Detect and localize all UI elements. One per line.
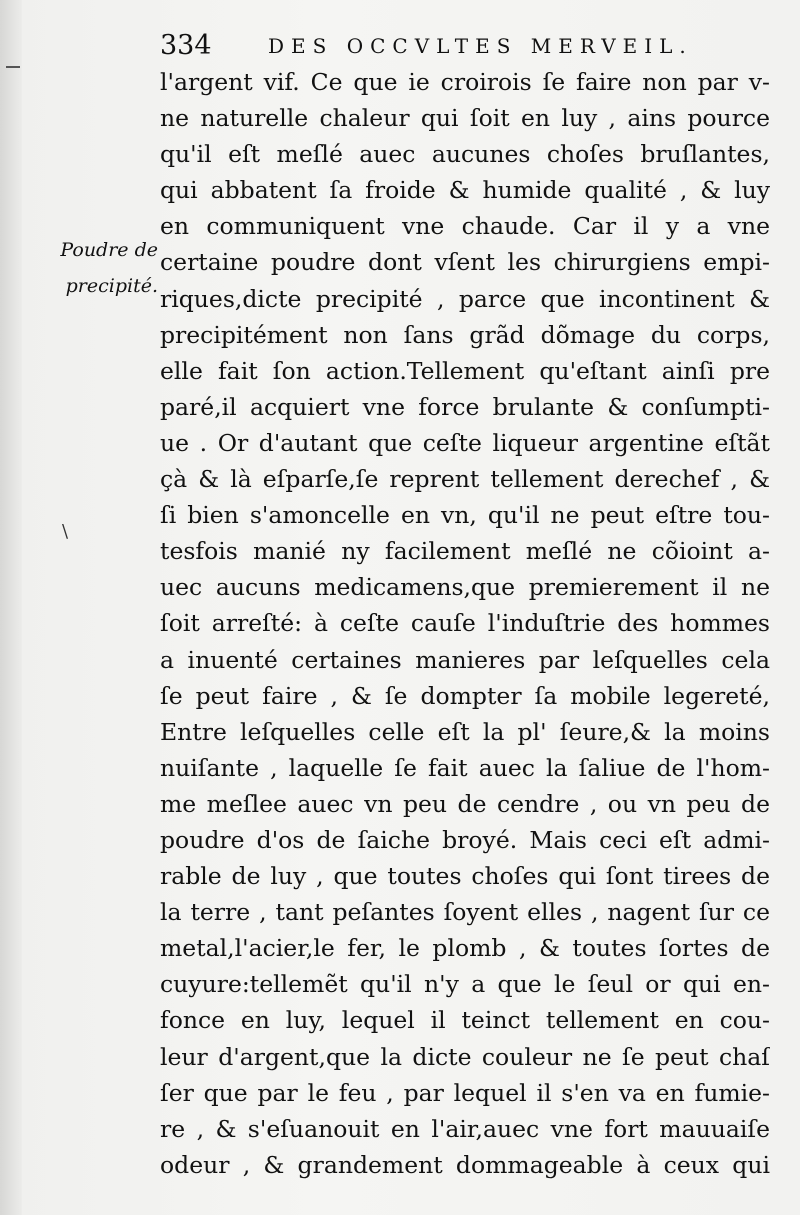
text-line: rable de luy , que toutes choſes qui ſont tirees de xyxy=(160,862,770,891)
text-line: riques,dicte precipité , parce que incontinent & xyxy=(160,284,770,313)
stray-ink-mark: \ xyxy=(62,521,69,542)
text-line: nuiſante , laquelle ſe fait auec la ſaliue de l'hom- xyxy=(160,753,770,782)
edge-mark xyxy=(6,66,20,68)
page-number: 334 xyxy=(160,30,212,61)
text-line: çà & là eſparſe,ſe reprent tellement derechef , & xyxy=(160,465,770,494)
text-line: uec aucuns medicamens,que premierement il ne xyxy=(160,573,770,602)
text-line: ſer que par le feu , par lequel il s'en va en fumie- xyxy=(160,1078,770,1107)
text-line: metal,l'acier,le fer, le plomb , & toutes ſortes de xyxy=(160,934,770,963)
text-line: qui abbatent ſa froide & humide qualité , & luy xyxy=(160,176,770,205)
text-line: la terre , tant peſantes ſoyent elles , nagent ſur ce xyxy=(160,898,770,927)
text-line: re , & s'eſuanouit en l'air,auec vne fort mauuaiſe xyxy=(160,1114,770,1143)
text-line: poudre d'os de ſaiche broyé. Mais ceci eſt admi- xyxy=(160,825,770,854)
marginal-note xyxy=(48,232,158,304)
text-line: elle fait ſon action.Tellement qu'eſtant ainſi pre xyxy=(160,356,770,385)
text-line: ſi bien s'amoncelle en vn, qu'il ne peut eſtre tou- xyxy=(160,501,770,530)
text-line: precipitément non ſans grãd dõmage du corps, xyxy=(160,320,770,349)
text-line: en communiquent vne chaude. Car il y a vne xyxy=(160,212,770,241)
text-line: paré,il acquiert vne force brulante & conſumpti- xyxy=(160,392,770,421)
text-line: leur d'argent,que la dicte couleur ne ſe peut chaſ xyxy=(160,1042,770,1071)
text-line: me meſlee auec vn peu de cendre , ou vn peu de xyxy=(160,789,770,818)
text-line: fonce en luy, lequel il teinct tellement en cou- xyxy=(160,1006,770,1035)
running-head xyxy=(160,28,780,64)
body-text xyxy=(160,64,770,1183)
text-line: ſe peut faire , & ſe dompter ſa mobile legereté, xyxy=(160,681,770,710)
running-title: DES OCCVLTES MERVEIL. xyxy=(268,34,693,58)
text-line: a inuenté certaines manieres par leſquelles cela xyxy=(160,645,770,674)
text-line: odeur , & grandement dommageable à ceux qui xyxy=(160,1150,770,1179)
text-line: ne naturelle chaleur qui ſoit en luy , ains pource xyxy=(160,104,770,133)
marginal-note-line-2: precipité. xyxy=(65,275,158,297)
text-line: ue . Or d'autant que ceſte liqueur argentine eſtãt xyxy=(160,428,770,457)
text-line: l'argent vif. Ce que ie croirois ſe faire non par v- xyxy=(160,68,770,96)
marginal-note-line-1: Poudre de xyxy=(60,239,158,261)
text-line: Entre leſquelles celle eſt la pl' ſeure,& la moins xyxy=(160,717,770,746)
text-line: certaine poudre dont vſent les chirurgiens empi- xyxy=(160,248,770,277)
text-line: cuyure:tellemẽt qu'il n'y a que le ſeul or qui en- xyxy=(160,970,770,999)
text-line: ſoit arreſté: à ceſte cauſe l'induſtrie des hommes xyxy=(160,609,770,638)
text-line: tesfois manié ny facilement meſlé ne cõioint a- xyxy=(160,537,770,566)
text-line: qu'il eſt meſlé auec aucunes choſes bruſlantes, xyxy=(160,140,770,169)
binding-shadow xyxy=(0,0,22,1215)
